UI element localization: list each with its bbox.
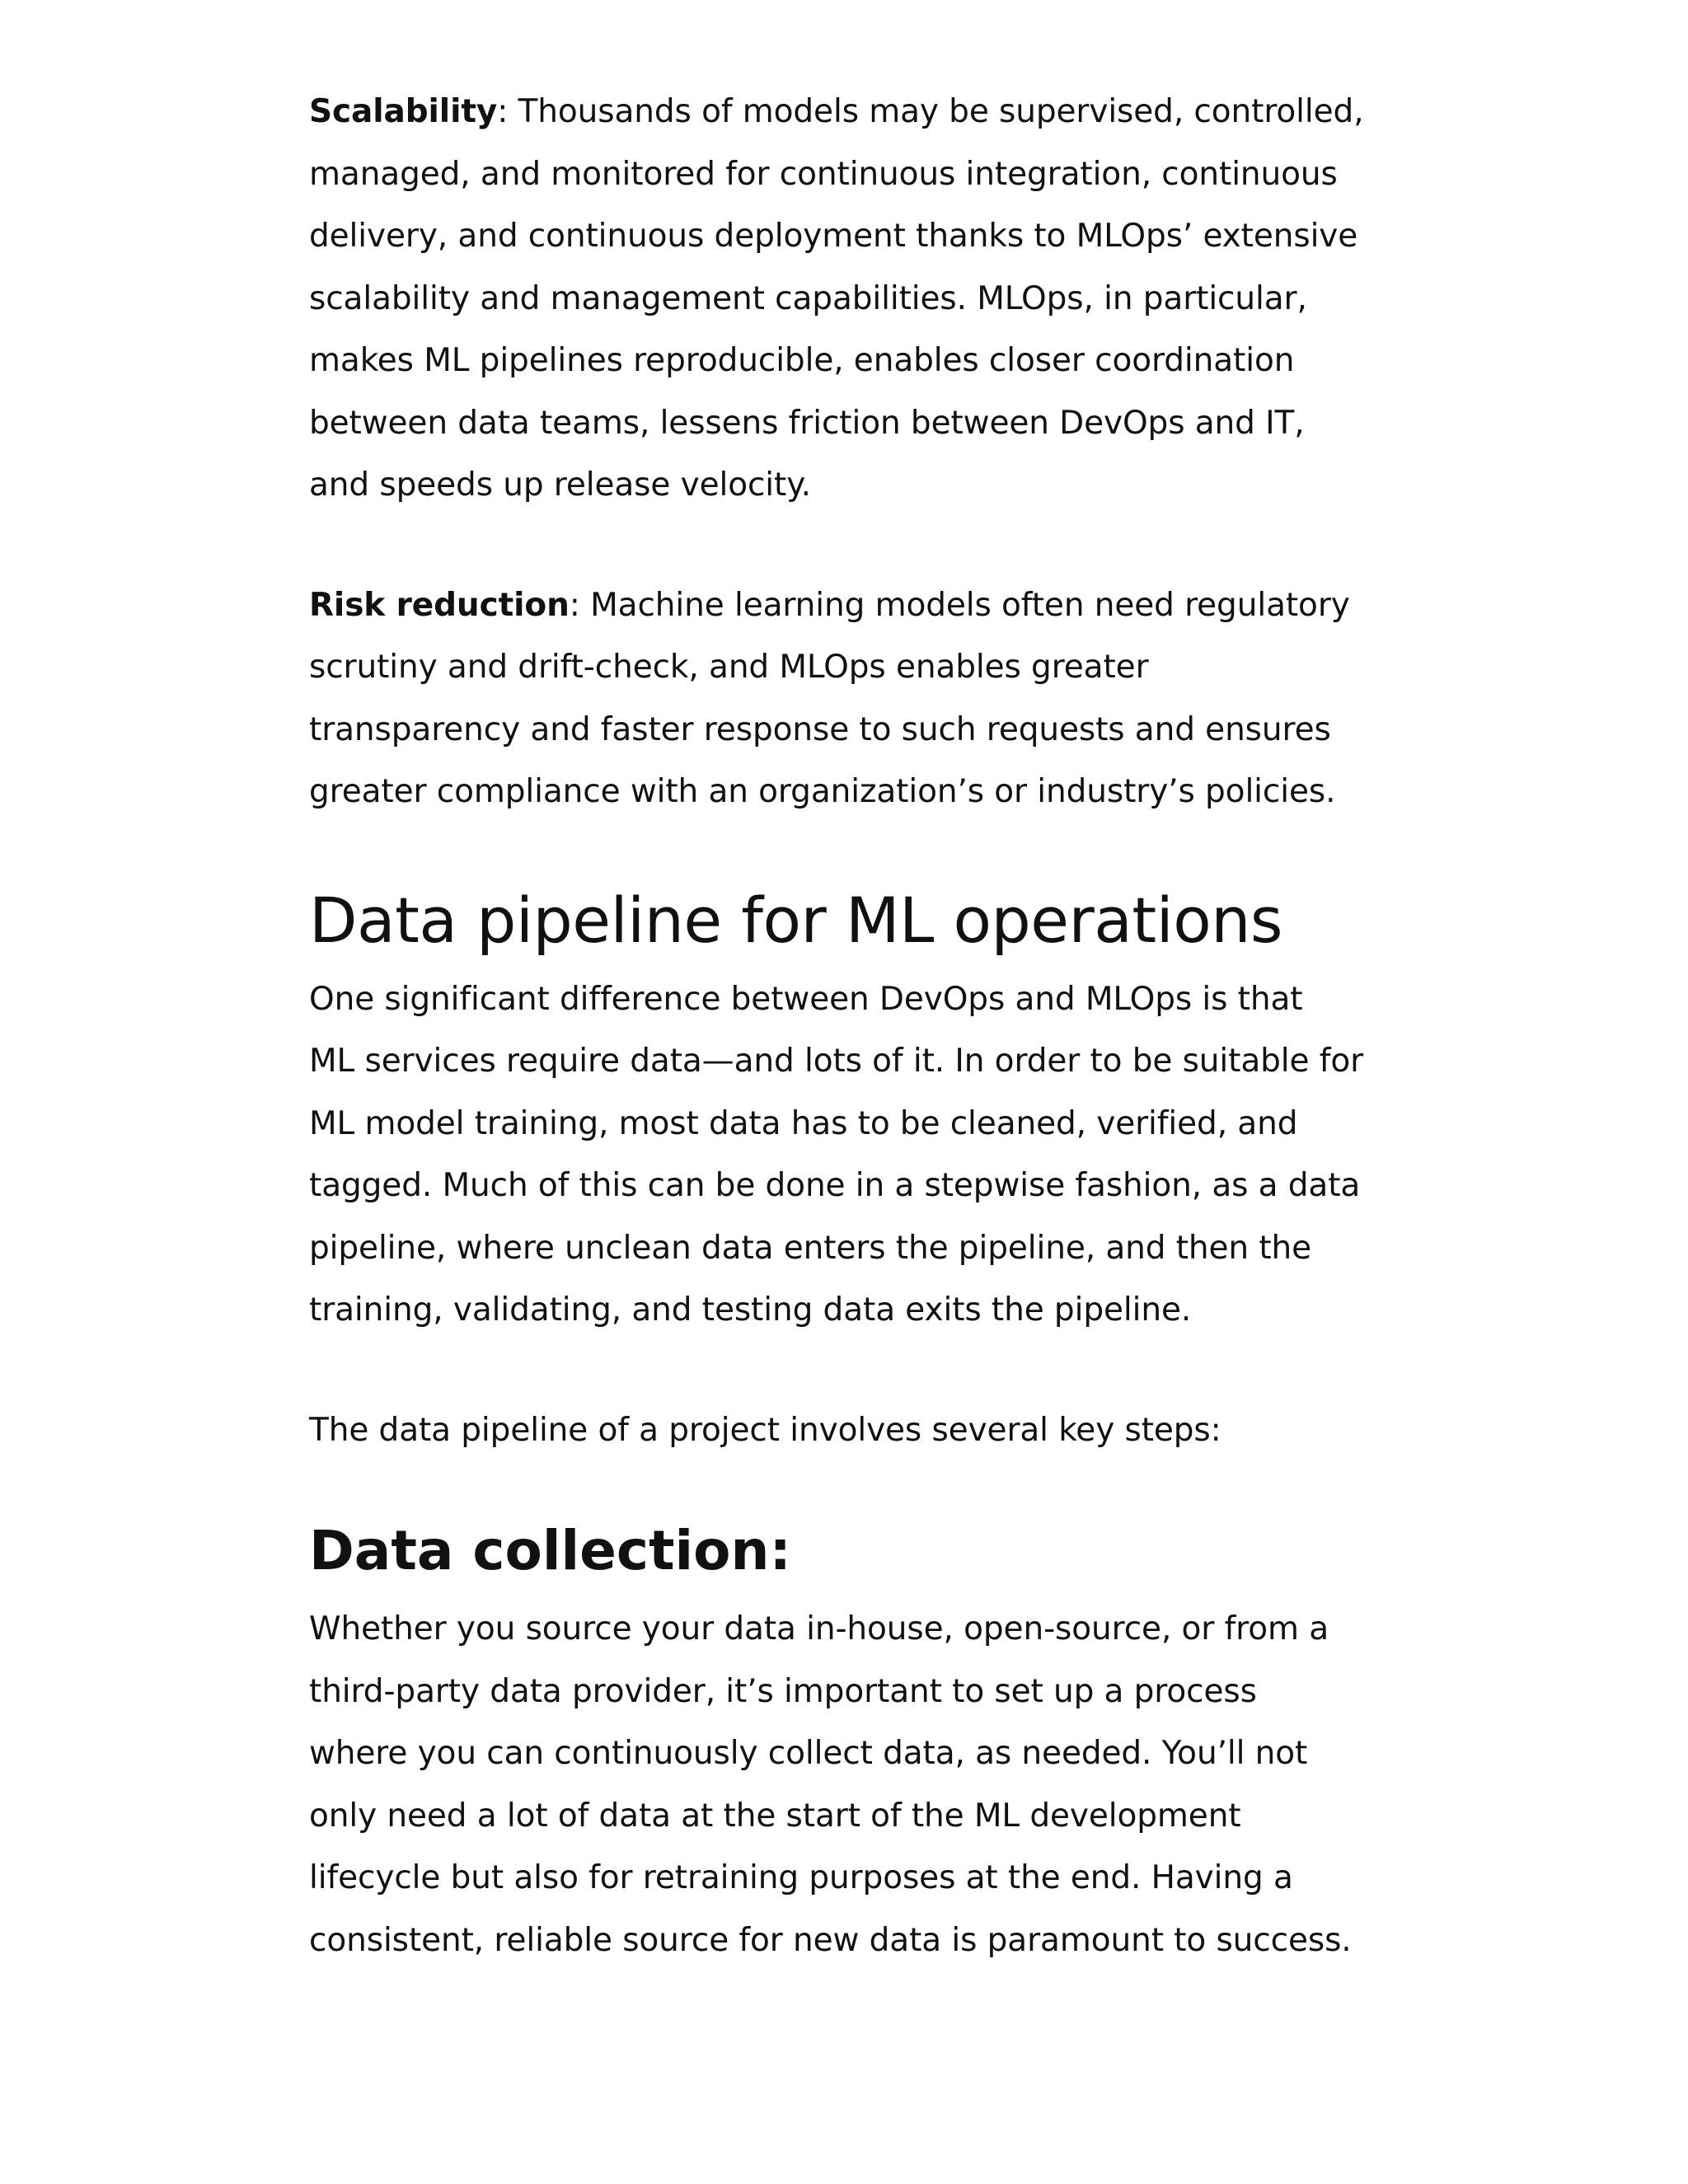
article-content: [309, 81, 1381, 1971]
risk-reduction-line: transparency and faster response to such requests and ensures: [309, 710, 1331, 748]
scalability-line: makes ML pipelines reproducible, enables closer coordination: [309, 342, 1295, 379]
risk-reduction-line: scrutiny and drift-check, and MLOps enables greater: [309, 649, 1149, 686]
risk-reduction-line: greater compliance with an organization’s or industry’s policies.: [309, 773, 1336, 810]
risk-reduction-term: Risk reduction: [309, 586, 570, 624]
scalability-line: between data teams, lessens friction between DevOps and IT,: [309, 404, 1305, 442]
section-intro-line: tagged. Much of this can be done in a stepwise fashion, as a data: [309, 1167, 1361, 1204]
data-collection-heading: Data collection:: [309, 1519, 791, 1582]
steps-intro-paragraph: The data pipeline of a project involves several key steps:: [309, 1411, 1221, 1449]
section-intro-line: ML services require data—and lots of it. In order to be suitable for: [309, 1043, 1364, 1080]
section-intro-line: ML model training, most data has to be cleaned, verified, and: [309, 1104, 1298, 1142]
scalability-line: and speeds up release velocity.: [309, 466, 811, 504]
scalability-line: scalability and management capabilities. MLOps, in particular,: [309, 279, 1307, 317]
scalability-line: managed, and monitored for continuous integration, continuous: [309, 155, 1338, 193]
data-collection-paragraph: [309, 1598, 1381, 1971]
scalability-line: : Thousands of models may be supervised, controlled,: [497, 93, 1364, 130]
section-heading: Data pipeline for ML operations: [309, 883, 1283, 957]
scalability-paragraph: [309, 81, 1381, 517]
scalability-line: delivery, and continuous deployment thanks to MLOps’ extensive: [309, 218, 1358, 255]
data-collection-line: consistent, reliable source for new data is paramount to success.: [309, 1921, 1352, 1959]
data-collection-line: only need a lot of data at the start of the ML development: [309, 1797, 1241, 1835]
risk-reduction-paragraph: [309, 574, 1381, 823]
data-collection-line: Whether you source your data in-house, open-source, or from a: [309, 1610, 1329, 1647]
section-intro-paragraph: [309, 968, 1381, 1342]
risk-reduction-line: : Machine learning models often need regulatory: [569, 586, 1350, 624]
data-collection-line: where you can continuously collect data, as needed. You’ll not: [309, 1735, 1308, 1772]
section-intro-line: pipeline, where unclean data enters the pipeline, and then the: [309, 1229, 1312, 1267]
section-intro-line: training, validating, and testing data exits the pipeline.: [309, 1291, 1192, 1329]
section-intro-line: One significant difference between DevOps and MLOps is that: [309, 980, 1303, 1018]
scalability-term: Scalability: [309, 93, 498, 130]
data-collection-line: third-party data provider, it’s important to set up a process: [309, 1672, 1257, 1710]
data-collection-line: lifecycle but also for retraining purposes at the end. Having a: [309, 1859, 1293, 1896]
